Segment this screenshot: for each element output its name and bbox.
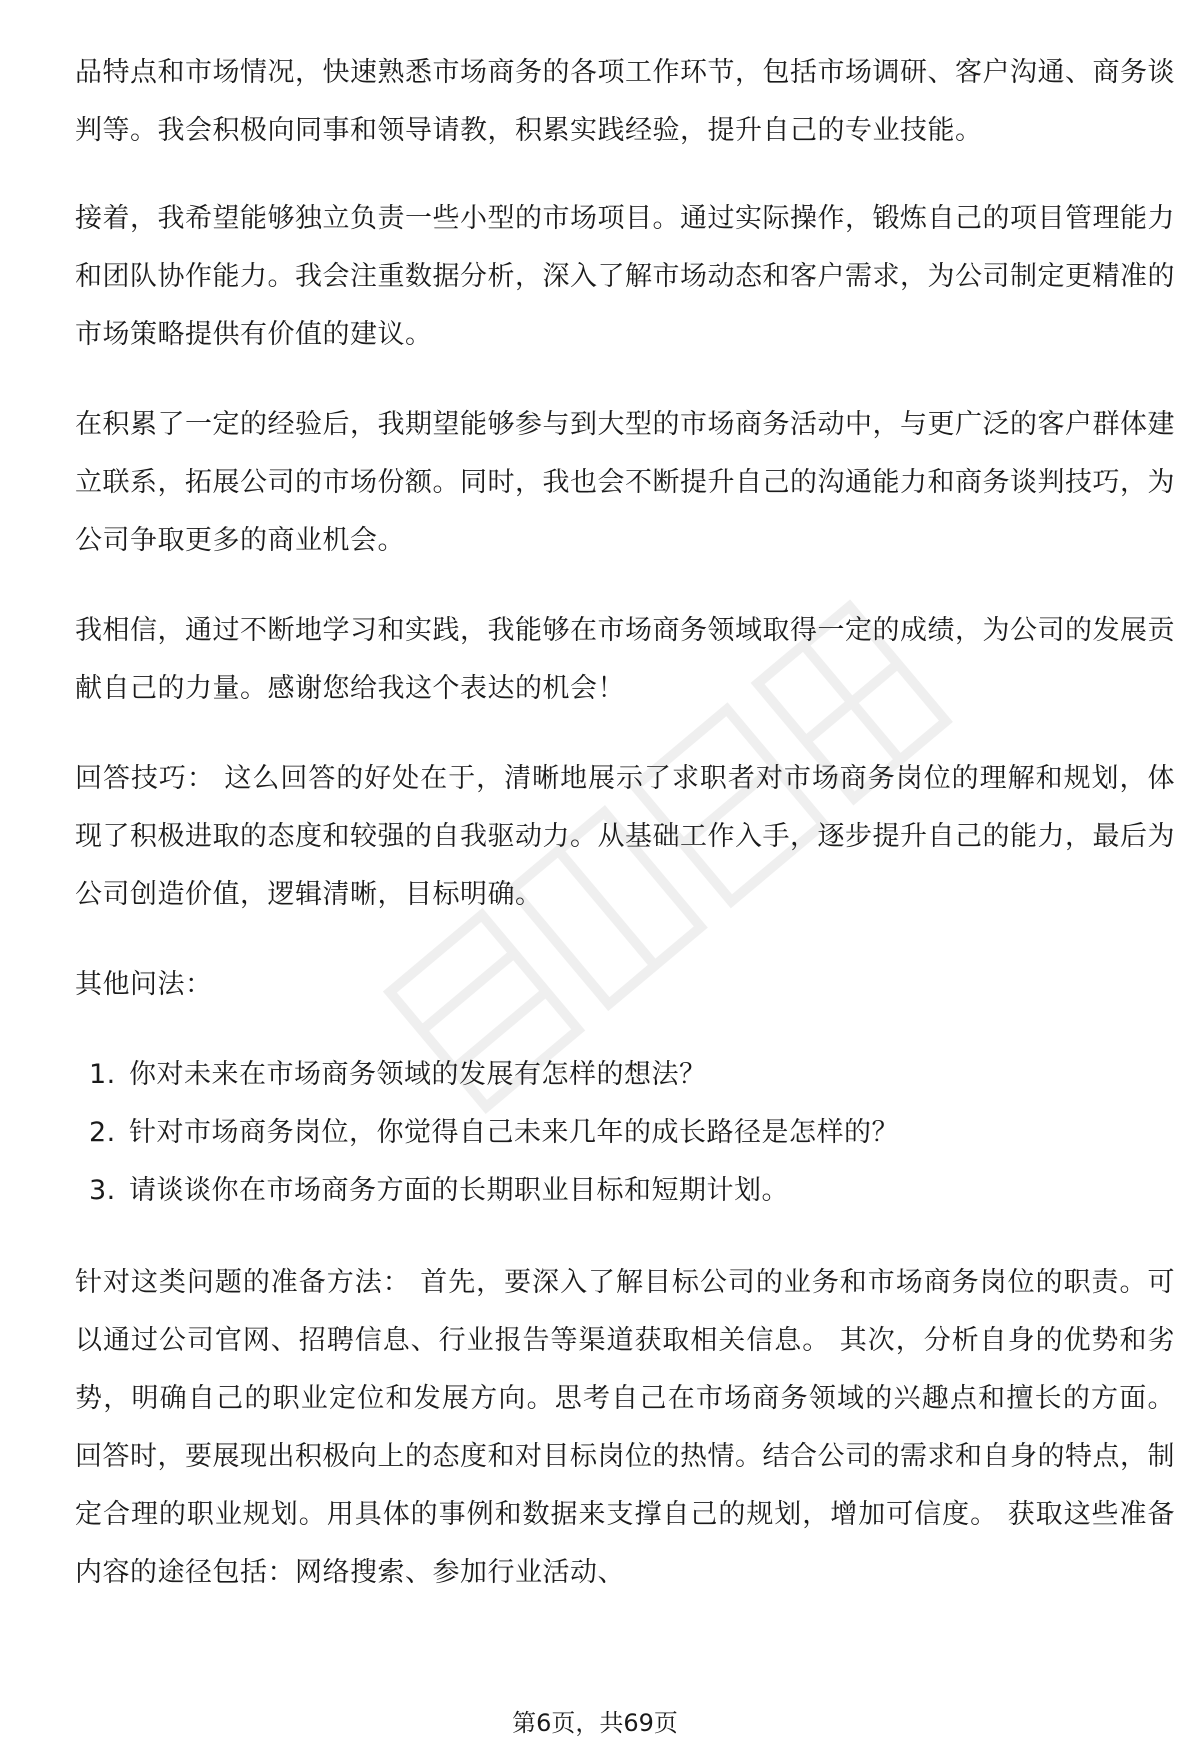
- paragraph-answer-tips: 回答技巧： 这么回答的好处在于，清晰地展示了求职者对市场商务岗位的理解和规划，体现了积极进取的态度和较强的自我驱动力。从基础工作入手，逐步提升自己的能力，最后为公司创造价值，逻辑清晰，目标明确。: [75, 763, 1175, 910]
- list-number: 3.: [89, 1175, 116, 1206]
- list-item-text: 你对未来在市场商务领域的发展有怎样的想法？: [129, 1059, 707, 1090]
- paragraph-next-step: 接着，我希望能够独立负责一些小型的市场项目。通过实际操作，锻炼自己的项目管理能力和团队协作能力。我会注重数据分析，深入了解市场动态和客户需求，为公司制定更精准的市场策略提供有价值的建议。: [75, 203, 1175, 350]
- paragraph-experience: 在积累了一定的经验后，我期望能够参与到大型的市场商务活动中，与更广泛的客户群体建立联系，拓展公司的市场份额。同时，我也会不断提升自己的沟通能力和商务谈判技巧，为公司争取更多的商业机会。: [75, 409, 1175, 556]
- other-questions-list: [75, 1046, 1175, 1220]
- list-item-text: 针对市场商务岗位，你觉得自己未来几年的成长路径是怎样的？: [129, 1117, 899, 1148]
- paragraph-preparation: 针对这类问题的准备方法： 首先，要深入了解目标公司的业务和市场商务岗位的职责。可以通过公司官网、招聘信息、行业报告等渠道获取相关信息。 其次，分析自身的优势和劣势，明确自己的职业定位和发展方向。思考自己在市场商务领域的兴趣点和擅长的方面。 回答时，要展现出积极向上的态度和对目标岗位的热情。结合公司的需求和自身的特点，制定合理的职业规划。用具体的事例和数据来支撑自己的规划，增加可信度。 获取这些准备内容的途径包括：网络搜索、参加行业活动、: [75, 1267, 1175, 1588]
- list-number: 1.: [89, 1059, 116, 1090]
- document-body: [75, 44, 1175, 1634]
- paragraph-other-questions-heading: 其他问法：: [75, 969, 213, 1000]
- paragraph-continuation: 品特点和市场情况，快速熟悉市场商务的各项工作环节，包括市场调研、客户沟通、商务谈判等。我会积极向同事和领导请教，积累实践经验，提升自己的专业技能。: [75, 57, 1175, 146]
- page-footer: 第6页，共69页: [512, 1709, 678, 1737]
- paragraph-conclusion: 我相信，通过不断地学习和实践，我能够在市场商务领域取得一定的成绩，为公司的发展贡献自己的力量。感谢您给我这个表达的机会！: [75, 615, 1175, 704]
- list-item: [75, 1162, 1175, 1220]
- list-item-text: 请谈谈你在市场商务方面的长期职业目标和短期计划。: [129, 1175, 789, 1206]
- list-item: [75, 1104, 1175, 1162]
- list-number: 2.: [89, 1117, 116, 1148]
- list-item: [75, 1046, 1175, 1104]
